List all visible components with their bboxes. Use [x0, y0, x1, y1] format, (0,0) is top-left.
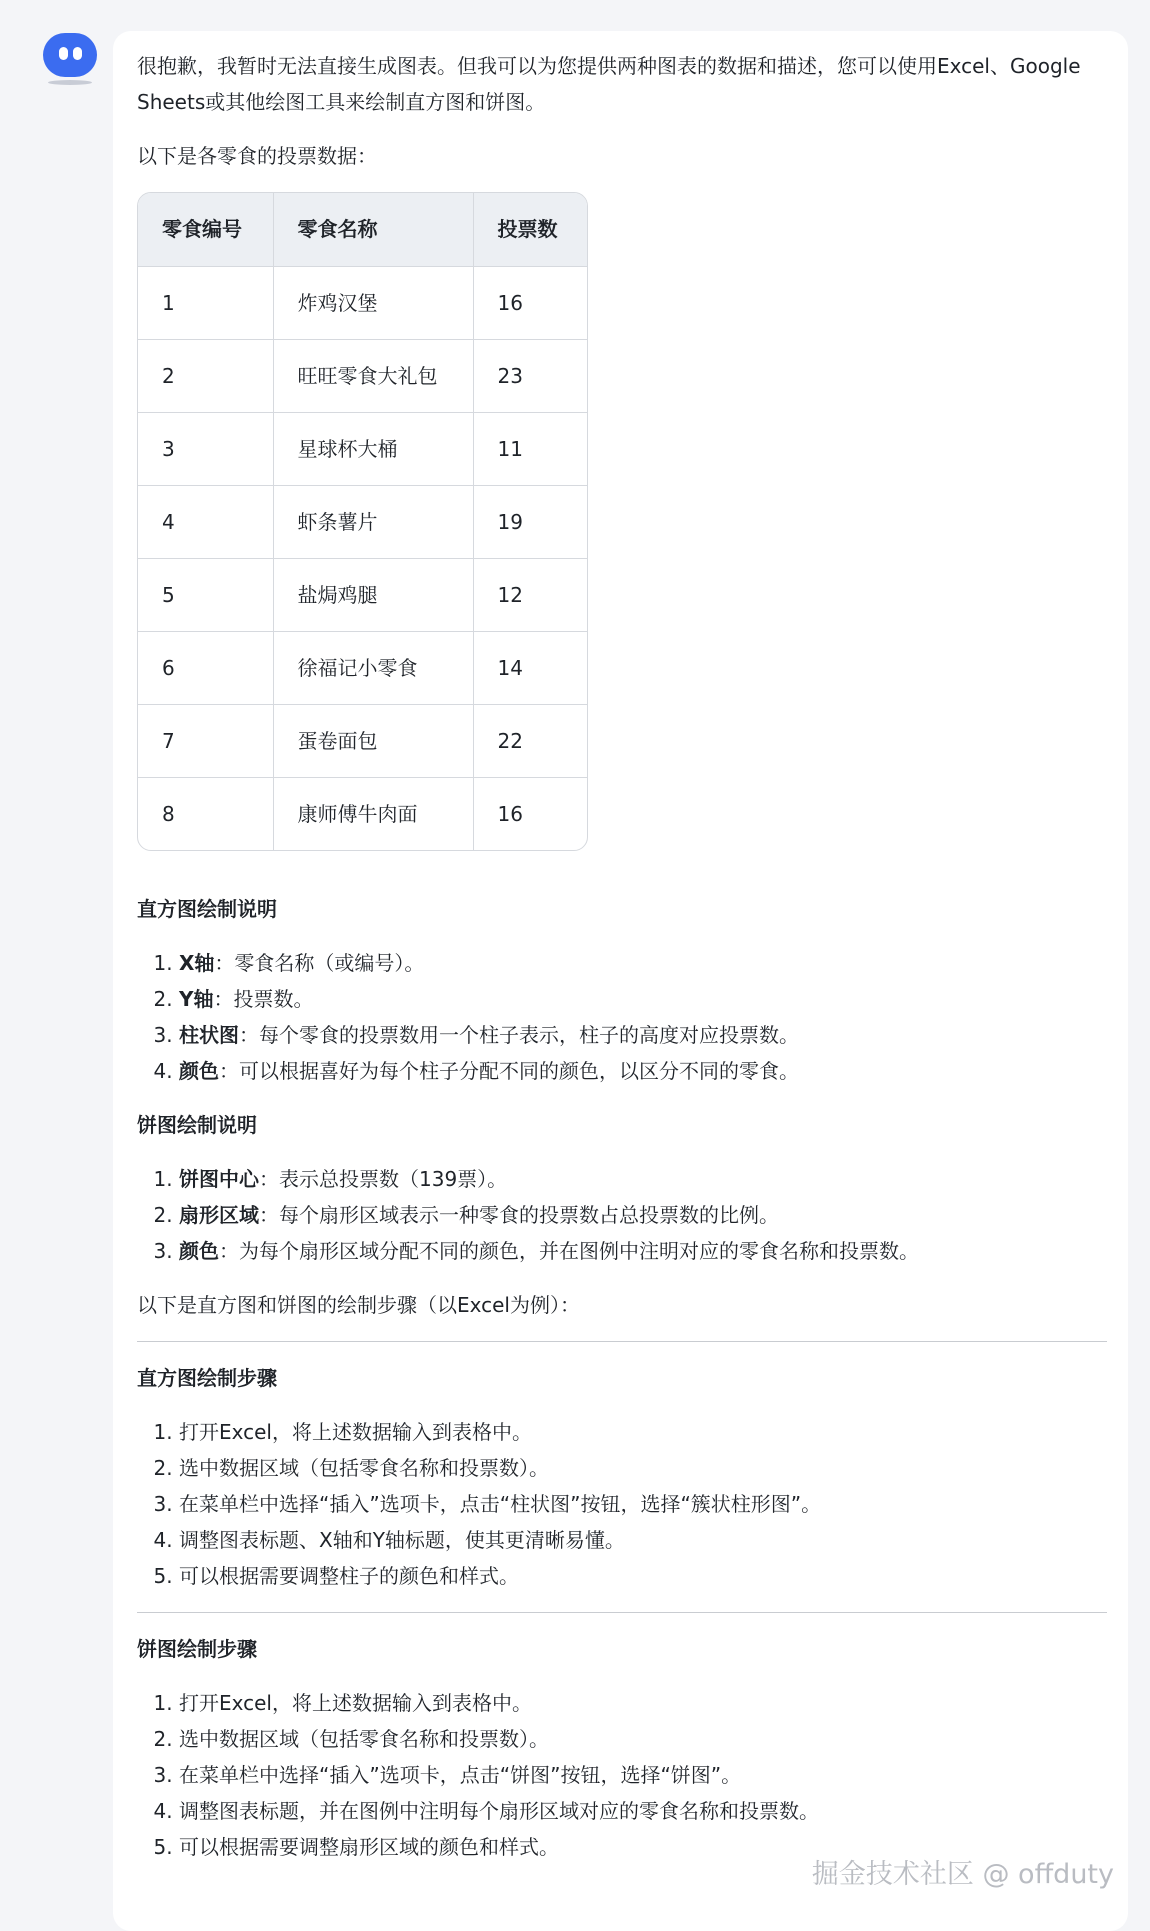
cell-id: 6 — [138, 631, 273, 704]
table-row — [138, 485, 587, 558]
cell-votes: 14 — [473, 631, 587, 704]
list-item: 2. 选中数据区域（包括零食名称和投票数）。 — [179, 1721, 1107, 1757]
col-header-id: 零食编号 — [138, 193, 273, 266]
table-row — [138, 631, 587, 704]
cell-votes: 16 — [497, 801, 523, 826]
intro-paragraph: 很抱歉，我暂时无法直接生成图表。但我可以为您提供两种图表的数据和描述，您可以使用Excel、Google Sheets或其他绘图工具来绘制直方图和饼图。 — [137, 54, 1081, 114]
histogram-steps-title: 直方图绘制步骤 — [137, 1366, 277, 1390]
pie-description-title: 饼图绘制说明 — [137, 1113, 257, 1137]
item-text: ：每个扇形区域表示一种零食的投票数占总投票数的比例。 — [259, 1203, 779, 1227]
cell-name: 蛋卷面包 — [273, 704, 473, 777]
cell-name: 盐焗鸡腿 — [273, 558, 473, 631]
cell-name: 康师傅牛肉面 — [273, 777, 473, 850]
histogram-description-list — [137, 945, 1107, 1089]
list-item: 1. 打开Excel，将上述数据输入到表格中。 — [179, 1685, 1107, 1721]
list-item — [179, 1053, 1107, 1089]
divider — [137, 1341, 1107, 1342]
avatar-right-eye — [73, 47, 82, 60]
item-text: ：零食名称（或编号）。 — [214, 951, 425, 975]
col-header-votes: 投票数 — [473, 193, 587, 266]
item-label: 颜色 — [179, 1239, 219, 1263]
cell-name: 炸鸡汉堡 — [273, 266, 473, 339]
cell-votes: 11 — [473, 412, 587, 485]
cell-name: 徐福记小零食 — [273, 631, 473, 704]
histogram-steps-list — [137, 1414, 1107, 1594]
pie-steps-list — [137, 1685, 1107, 1865]
list-item — [179, 1017, 1107, 1053]
cell-id: 2 — [138, 339, 273, 412]
item-label: 扇形区域 — [179, 1203, 259, 1227]
avatar-left-eye — [59, 47, 68, 60]
list-item — [179, 1197, 1107, 1233]
cell-name: 旺旺零食大礼包 — [273, 339, 473, 412]
list-item: 1. 打开Excel，将上述数据输入到表格中。 — [179, 1414, 1107, 1450]
table-row — [138, 558, 587, 631]
table-row — [138, 339, 587, 412]
item-label: Y轴 — [179, 987, 214, 1011]
cell-id: 7 — [138, 704, 273, 777]
list-item: 4. 调整图表标题，并在图例中注明每个扇形区域对应的零食名称和投票数。 — [179, 1793, 1107, 1829]
table-row — [138, 704, 587, 777]
assistant-message-content — [137, 48, 1107, 1865]
pie-description-list — [137, 1161, 1107, 1269]
steps-intro: 以下是直方图和饼图的绘制步骤（以Excel为例）： — [137, 1293, 580, 1317]
list-item — [179, 981, 1107, 1017]
cell-votes: 23 — [473, 339, 587, 412]
cell-id: 3 — [138, 412, 273, 485]
table-row — [138, 777, 587, 850]
table-intro: 以下是各零食的投票数据： — [137, 144, 377, 168]
cell-votes: 22 — [473, 704, 587, 777]
cell-name: 虾条薯片 — [273, 485, 473, 558]
watermark: 掘金技术社区 @ offduty — [811, 1859, 1114, 1890]
item-label: 饼图中心 — [179, 1167, 259, 1191]
list-item — [179, 1233, 1107, 1269]
table-row — [138, 412, 587, 485]
table-row — [138, 266, 587, 339]
list-item: 3. 在菜单栏中选择“插入”选项卡，点击“饼图”按钮，选择“饼图”。 — [179, 1757, 1107, 1793]
item-text: ：表示总投票数（139票）。 — [259, 1167, 508, 1191]
cell-votes: 12 — [473, 558, 587, 631]
cell-id: 4 — [138, 485, 273, 558]
cell-id: 1 — [138, 266, 273, 339]
col-header-name: 零食名称 — [273, 193, 473, 266]
cell-id: 5 — [138, 558, 273, 631]
histogram-description-title: 直方图绘制说明 — [137, 897, 277, 921]
item-text: ：可以根据喜好为每个柱子分配不同的颜色，以区分不同的零食。 — [219, 1059, 799, 1083]
cell-votes: 16 — [473, 266, 587, 339]
avatar-shadow — [48, 80, 92, 85]
list-item: 5. 可以根据需要调整扇形区域的颜色和样式。 — [179, 1829, 1107, 1865]
item-text: ：投票数。 — [213, 987, 314, 1011]
cell-name: 星球杯大桶 — [273, 412, 473, 485]
list-item: 5. 可以根据需要调整柱子的颜色和样式。 — [179, 1558, 1107, 1594]
item-label: 柱状图 — [179, 1023, 239, 1047]
item-label: 颜色 — [179, 1059, 219, 1083]
list-item: 4. 调整图表标题、X轴和Y轴标题，使其更清晰易懂。 — [179, 1522, 1107, 1558]
list-item: 3. 在菜单栏中选择“插入”选项卡，点击“柱状图”按钮，选择“簇状柱形图”。 — [179, 1486, 1107, 1522]
list-item: 2. 选中数据区域（包括零食名称和投票数）。 — [179, 1450, 1107, 1486]
robot-face-icon — [43, 33, 97, 77]
list-item — [179, 1161, 1107, 1197]
list-item — [179, 945, 1107, 981]
assistant-avatar — [43, 33, 97, 87]
item-text: ：为每个扇形区域分配不同的颜色，并在图例中注明对应的零食名称和投票数。 — [219, 1239, 919, 1263]
item-text: ：每个零食的投票数用一个柱子表示，柱子的高度对应投票数。 — [239, 1023, 799, 1047]
pie-steps-title: 饼图绘制步骤 — [137, 1637, 257, 1661]
vote-table — [137, 192, 588, 851]
table-header-row — [138, 193, 587, 266]
divider — [137, 1612, 1107, 1613]
cell-votes: 19 — [473, 485, 587, 558]
item-label: X轴 — [179, 951, 215, 975]
cell-id: 8 — [138, 777, 273, 850]
